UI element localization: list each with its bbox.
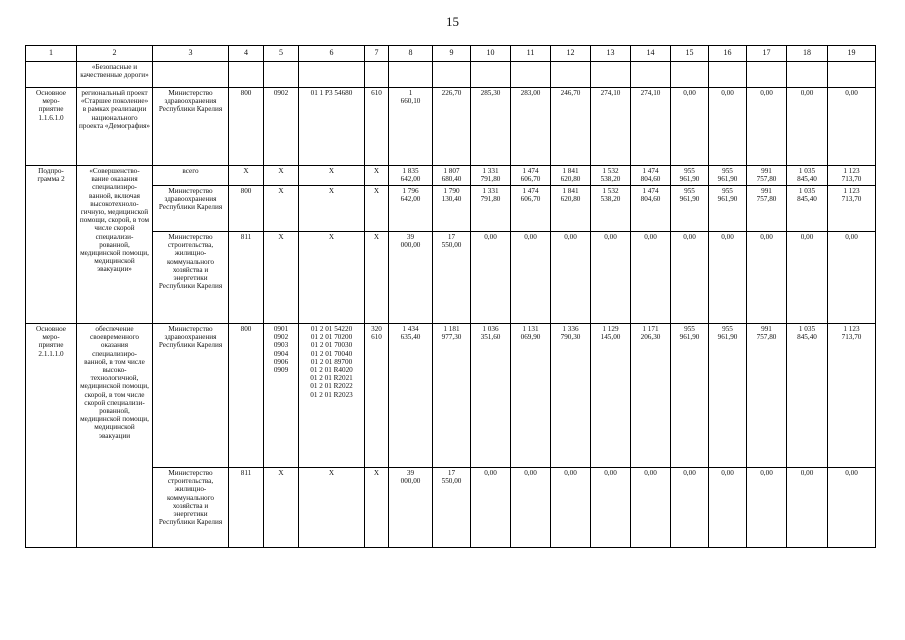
table-cell: [591, 62, 631, 88]
table-cell: 0,00: [551, 468, 591, 548]
table-cell: региональный проект «Старшее поколение» в рамках реализации национального проекта «Демография»: [77, 88, 153, 166]
table-cell: 1 123 713,70: [828, 324, 876, 468]
table-cell: 991 757,80: [747, 324, 787, 468]
table-cell: 1 171 206,30: [631, 324, 671, 468]
table-cell: обеспечение своевременного оказания специализиро- ванной, в том числе высоко- технологичной, медицинской помощи, скорой, в том числе скорой специализи- рованной, медицинской помощи, медицинской эвакуации: [77, 324, 153, 548]
table-cell: Министерство здравоохранения Республики Карелия: [153, 88, 229, 166]
col-header: 15: [671, 46, 709, 62]
table-cell: 610: [365, 88, 389, 166]
table-cell: Министерство строительства, жилищно-коммунального хозяйства и энергетики Республики Карелия: [153, 232, 229, 324]
table-cell: 39 000,00: [389, 468, 433, 548]
table-cell: 1 660,10: [389, 88, 433, 166]
table-cell: Подпро- грамма 2: [26, 166, 77, 324]
table-cell: 1 434 635,40: [389, 324, 433, 468]
table-cell: 1 841 620,80: [551, 166, 591, 186]
table-cell: 1 035 845,40: [787, 324, 828, 468]
col-header: 19: [828, 46, 876, 62]
col-header: 10: [471, 46, 511, 62]
table-cell: 274,10: [631, 88, 671, 166]
col-header: 18: [787, 46, 828, 62]
col-header: 5: [264, 46, 299, 62]
table-cell: 0,00: [591, 468, 631, 548]
table-cell: 1 835 642,00: [389, 166, 433, 186]
table-cell: [471, 62, 511, 88]
table-cell: [264, 62, 299, 88]
table-cell: X: [264, 166, 299, 186]
table-cell: Министерство строительства, жилищно-коммунального хозяйства и энергетики Республики Карелия: [153, 468, 229, 548]
table-cell: X: [365, 166, 389, 186]
table-cell: 955 961,90: [709, 324, 747, 468]
table-cell: 800: [229, 88, 264, 166]
table-cell: 0,00: [787, 468, 828, 548]
budget-table: [25, 45, 876, 548]
table-cell: Министерство здравоохранения Республики Карелия: [153, 186, 229, 232]
table-cell: 1 336 790,30: [551, 324, 591, 468]
table-cell: X: [365, 186, 389, 232]
table-cell: X: [299, 468, 365, 548]
table-cell: 0,00: [747, 232, 787, 324]
table-cell: 0,00: [828, 88, 876, 166]
table-cell: 1 331 791,80: [471, 186, 511, 232]
table-row-subprogram-2-total: [26, 166, 876, 186]
table-cell: 1 796 642,00: [389, 186, 433, 232]
col-header: 11: [511, 46, 551, 62]
table-cell: 800: [229, 186, 264, 232]
col-header: 16: [709, 46, 747, 62]
col-header: 2: [77, 46, 153, 62]
table-cell: 0,00: [709, 232, 747, 324]
table-cell: 0,00: [631, 468, 671, 548]
table-cell: 811: [229, 232, 264, 324]
table-cell: [153, 62, 229, 88]
table-cell: [709, 62, 747, 88]
table-cell: 1 790 130,40: [433, 186, 471, 232]
table-cell: 1 035 845,40: [787, 186, 828, 232]
table-row-continuation: [26, 62, 876, 88]
table-cell: 811: [229, 468, 264, 548]
table-cell: X: [365, 468, 389, 548]
table-cell: X: [365, 232, 389, 324]
table-cell: 955 961,90: [671, 324, 709, 468]
table-cell: 991 757,80: [747, 166, 787, 186]
table-cell: 1 841 620,80: [551, 186, 591, 232]
col-header: 12: [551, 46, 591, 62]
col-header: 9: [433, 46, 471, 62]
table-cell: 0,00: [709, 468, 747, 548]
table-cell: 17 550,00: [433, 232, 471, 324]
col-header: 3: [153, 46, 229, 62]
table-cell: всего: [153, 166, 229, 186]
col-header: 17: [747, 46, 787, 62]
table-cell: X: [299, 166, 365, 186]
table-cell: 955 961,90: [709, 186, 747, 232]
table-cell: X: [229, 166, 264, 186]
table-cell: [511, 62, 551, 88]
table-cell: [229, 62, 264, 88]
table-cell: X: [264, 232, 299, 324]
table-row-2-1-1-1-0-construction: [26, 468, 876, 548]
table-cell: 1 181 977,30: [433, 324, 471, 468]
table-cell: X: [299, 186, 365, 232]
table-cell: 1 532 538,20: [591, 166, 631, 186]
table-cell: 1 532 538,20: [591, 186, 631, 232]
table-cell: 0,00: [709, 88, 747, 166]
table-cell: [26, 62, 77, 88]
table-cell: 226,70: [433, 88, 471, 166]
table-cell: Основное меро- приятие 1.1.6.1.0: [26, 88, 77, 166]
table-cell: 0,00: [828, 232, 876, 324]
table-cell: [365, 62, 389, 88]
table-cell: 955 961,90: [709, 166, 747, 186]
col-header: 8: [389, 46, 433, 62]
table-cell: [433, 62, 471, 88]
table-cell: 01 2 01 54220 01 2 01 70200 01 2 01 70030 01 2 01 70040 01 2 01 89700 01 2 01 R4020 01 2 01 R2021 01 2 01 R2022 01 2 01 R2023: [299, 324, 365, 468]
table-cell: 955 961,90: [671, 166, 709, 186]
table-cell: 0,00: [747, 468, 787, 548]
table-cell: [551, 62, 591, 88]
table-cell: 0902: [264, 88, 299, 166]
table-cell: [787, 62, 828, 88]
col-header: 4: [229, 46, 264, 62]
table-cell: X: [299, 232, 365, 324]
table-cell: [747, 62, 787, 88]
table-cell: 1 474 804,60: [631, 166, 671, 186]
table-cell: 0,00: [511, 468, 551, 548]
table-cell: 1 123 713,70: [828, 166, 876, 186]
col-header: 1: [26, 46, 77, 62]
table-row-2-1-1-1-0-health: [26, 324, 876, 468]
table-cell: 955 961,90: [671, 186, 709, 232]
table-cell: 1 474 804,60: [631, 186, 671, 232]
table-row-subprogram-2-health: [26, 186, 876, 232]
table-cell: «Совершенство- вание оказания специализиро- ванной, включая высокотехноло- гичную, медицинской помощи, скорой, в том числе скорой специализи- рованной, медицинской помощи, медицинской эвакуации»: [77, 166, 153, 324]
table-cell: 0901 0902 0903 0904 0906 0909: [264, 324, 299, 468]
header-row: [26, 46, 876, 62]
table-cell: 800: [229, 324, 264, 468]
page-number: 15: [446, 14, 459, 29]
table-cell: 1 474 606,70: [511, 186, 551, 232]
table-cell: 0,00: [787, 232, 828, 324]
col-header: 13: [591, 46, 631, 62]
table-cell: 39 000,00: [389, 232, 433, 324]
table-cell: [389, 62, 433, 88]
table-cell: 1 331 791,80: [471, 166, 511, 186]
col-header: 7: [365, 46, 389, 62]
table-cell: 274,10: [591, 88, 631, 166]
table-cell: 1 035 845,40: [787, 166, 828, 186]
table-cell: 01 1 P3 54680: [299, 88, 365, 166]
table-cell: Основное меро- приятие 2.1.1.1.0: [26, 324, 77, 548]
table-cell: 1 036 351,60: [471, 324, 511, 468]
table-row-subprogram-2-construction: [26, 232, 876, 324]
table-cell: 0,00: [551, 232, 591, 324]
table-cell: 1 129 145,00: [591, 324, 631, 468]
table-cell: 0,00: [511, 232, 551, 324]
table-cell: 320 610: [365, 324, 389, 468]
table-cell: «Безопасные и качественные дороги»: [77, 62, 153, 88]
table-cell: [671, 62, 709, 88]
table-cell: 0,00: [787, 88, 828, 166]
table-cell: 1 131 069,90: [511, 324, 551, 468]
table-cell: Министерство здравоохранения Республики Карелия: [153, 324, 229, 468]
table-cell: 246,70: [551, 88, 591, 166]
table-cell: 0,00: [471, 232, 511, 324]
table-row-1-1-6-1-0: [26, 88, 876, 166]
table-cell: 1 474 606,70: [511, 166, 551, 186]
table-cell: 285,30: [471, 88, 511, 166]
table-cell: 0,00: [471, 468, 511, 548]
col-header: 6: [299, 46, 365, 62]
table-cell: X: [264, 186, 299, 232]
table-cell: 1 123 713,70: [828, 186, 876, 232]
table-cell: 0,00: [671, 88, 709, 166]
table-cell: 0,00: [671, 468, 709, 548]
table-cell: [299, 62, 365, 88]
table-cell: 1 807 680,40: [433, 166, 471, 186]
table-cell: 283,00: [511, 88, 551, 166]
table-cell: [631, 62, 671, 88]
table-cell: X: [264, 468, 299, 548]
table-cell: 0,00: [591, 232, 631, 324]
table-cell: 991 757,80: [747, 186, 787, 232]
table-cell: 0,00: [631, 232, 671, 324]
table-cell: [828, 62, 876, 88]
table-cell: 0,00: [671, 232, 709, 324]
col-header: 14: [631, 46, 671, 62]
table-cell: 0,00: [828, 468, 876, 548]
table-cell: 17 550,00: [433, 468, 471, 548]
table-cell: 0,00: [747, 88, 787, 166]
